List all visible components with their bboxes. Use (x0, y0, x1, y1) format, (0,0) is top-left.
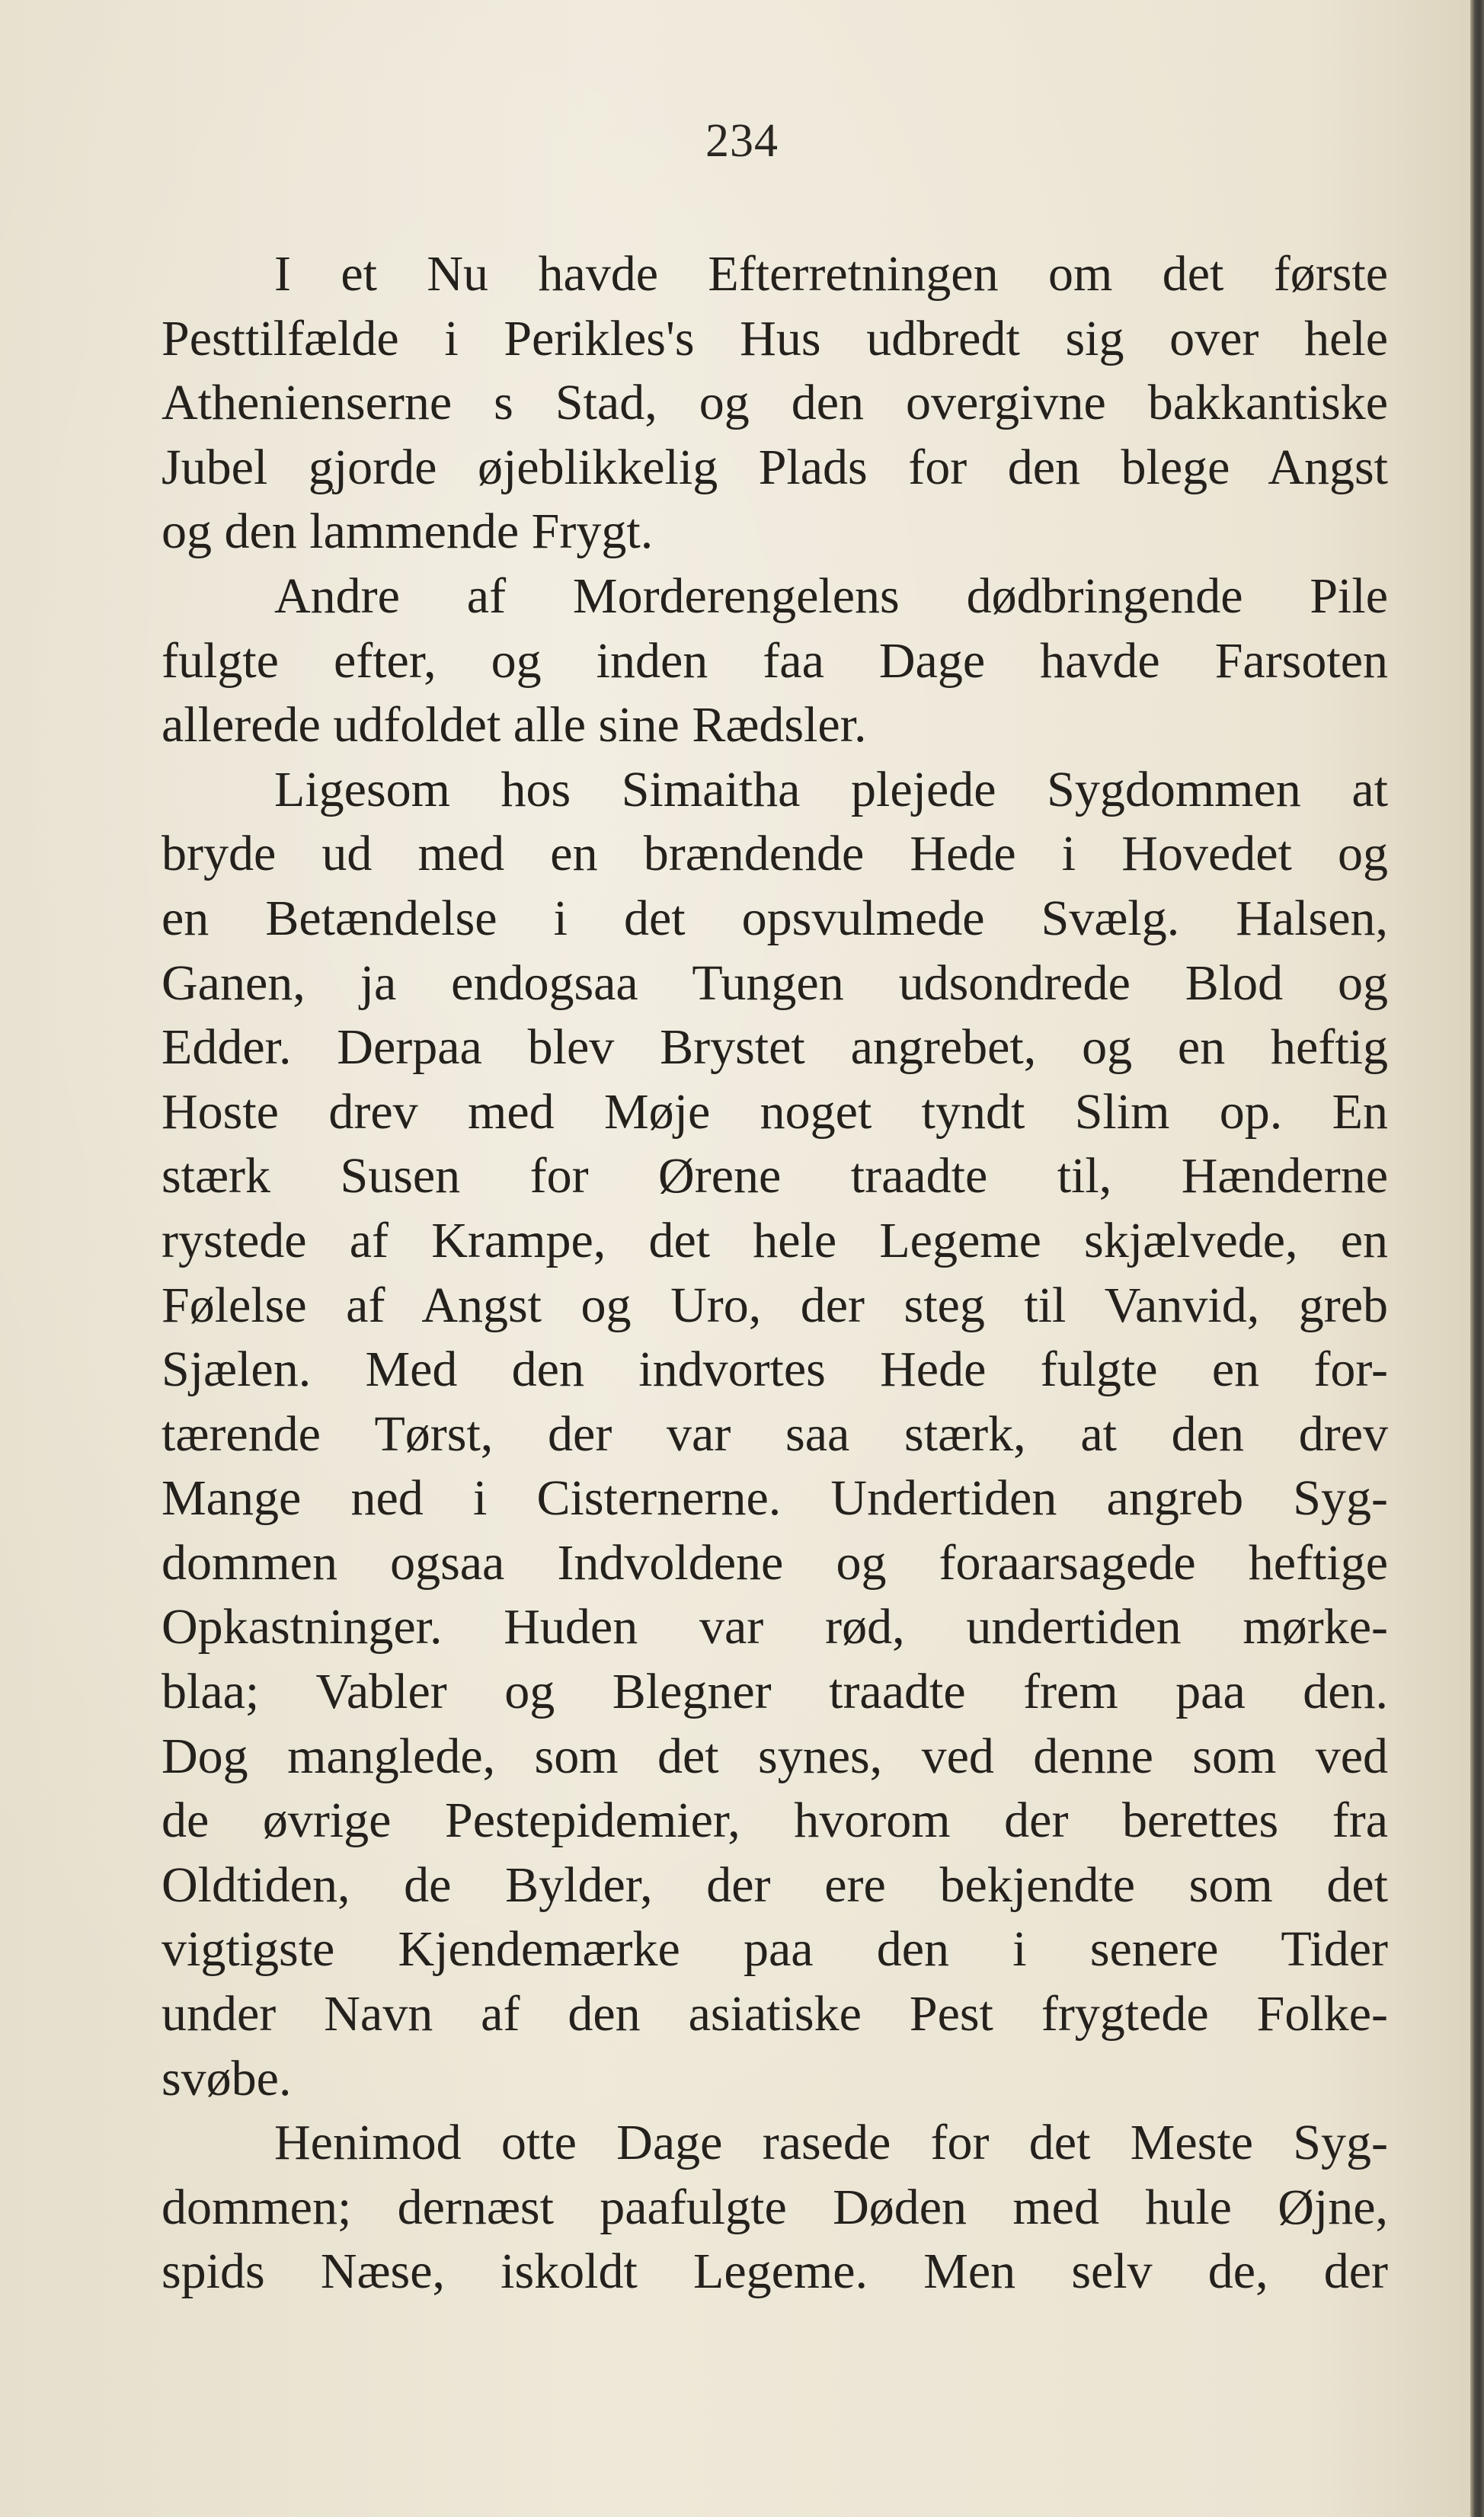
paragraph-2 (162, 564, 1388, 758)
text-line: Sjælen. Med den indvortes Hede fulgte en for- (162, 1342, 1388, 1398)
text-line: Dog manglede, som det synes, ved denne som ved (162, 1728, 1388, 1784)
text-line: dommen; dernæst paafulgte Døden med hule Øjne, (162, 2179, 1388, 2235)
text-line: en Betændelse i det opsvulmede Svælg. Halsen, (162, 890, 1388, 946)
text-line: Andre af Morderengelens dødbringende Pile (274, 568, 1388, 624)
text-line: svøbe. (162, 2050, 292, 2106)
text-line: allerede udfoldet alle sine Rædsler. (162, 697, 867, 753)
text-line: rystede af Krampe, det hele Legeme skjælvede, en (162, 1212, 1388, 1268)
text-line: Athenienserne s Stad, og den overgivne bakkantiske (162, 375, 1388, 431)
text-line: stærk Susen for Ørene traadte til, Hænderne (162, 1148, 1388, 1204)
text-line: og den lammende Frygt. (162, 504, 654, 560)
page-edge (1470, 0, 1484, 2517)
text-line: Mange ned i Cisternerne. Undertiden angreb Syg- (162, 1470, 1388, 1527)
text-line: Følelse af Angst og Uro, der steg til Vanvid, greb (162, 1277, 1388, 1333)
text-line: de øvrige Pestepidemier, hvorom der berettes fra (162, 1793, 1388, 1849)
text-line: Hoste drev med Møje noget tyndt Slim op. En (162, 1083, 1388, 1140)
text-line: vigtigste Kjendemærke paa den i senere Tider (162, 1921, 1388, 1978)
paragraph-1 (162, 242, 1388, 564)
text-line: spids Næse, iskoldt Legeme. Men selv de, der (162, 2244, 1388, 2300)
text-line: dommen ogsaa Indvoldene og foraarsagede heftige (162, 1534, 1388, 1591)
text-line: Ganen, ja endogsaa Tungen udsondrede Blod og (162, 955, 1388, 1011)
text-line: under Navn af den asiatiske Pest frygtede Folke- (162, 1986, 1388, 2042)
text-line: Ligesom hos Simaitha plejede Sygdommen at (274, 761, 1388, 817)
text-line: tærende Tørst, der var saa stærk, at den drev (162, 1406, 1388, 1462)
paragraph-4 (162, 2111, 1388, 2304)
text-line: Pesttilfælde i Perikles's Hus udbredt sig over hele (162, 310, 1388, 366)
body-text (162, 242, 1388, 2304)
text-line: Opkastninger. Huden var rød, undertiden mørke- (162, 1599, 1388, 1655)
paragraph-3 (162, 758, 1388, 2111)
text-line: Oldtiden, de Bylder, der ere bekjendte som det (162, 1857, 1388, 1913)
text-line: Edder. Derpaa blev Brystet angrebet, og en heftig (162, 1019, 1388, 1076)
text-line: I et Nu havde Efterretningen om det første (274, 246, 1388, 302)
page-number: 234 (705, 115, 779, 167)
text-line: fulgte efter, og inden faa Dage havde Farsoten (162, 632, 1388, 689)
text-line: blaa; Vabler og Blegner traadte frem paa den. (162, 1664, 1388, 1720)
text-line: Henimod otte Dage rasede for det Meste Syg- (274, 2115, 1388, 2171)
text-line: Jubel gjorde øjeblikkelig Plads for den blege Angst (162, 439, 1388, 495)
text-line: bryde ud med en brændende Hede i Hovedet og (162, 826, 1388, 882)
